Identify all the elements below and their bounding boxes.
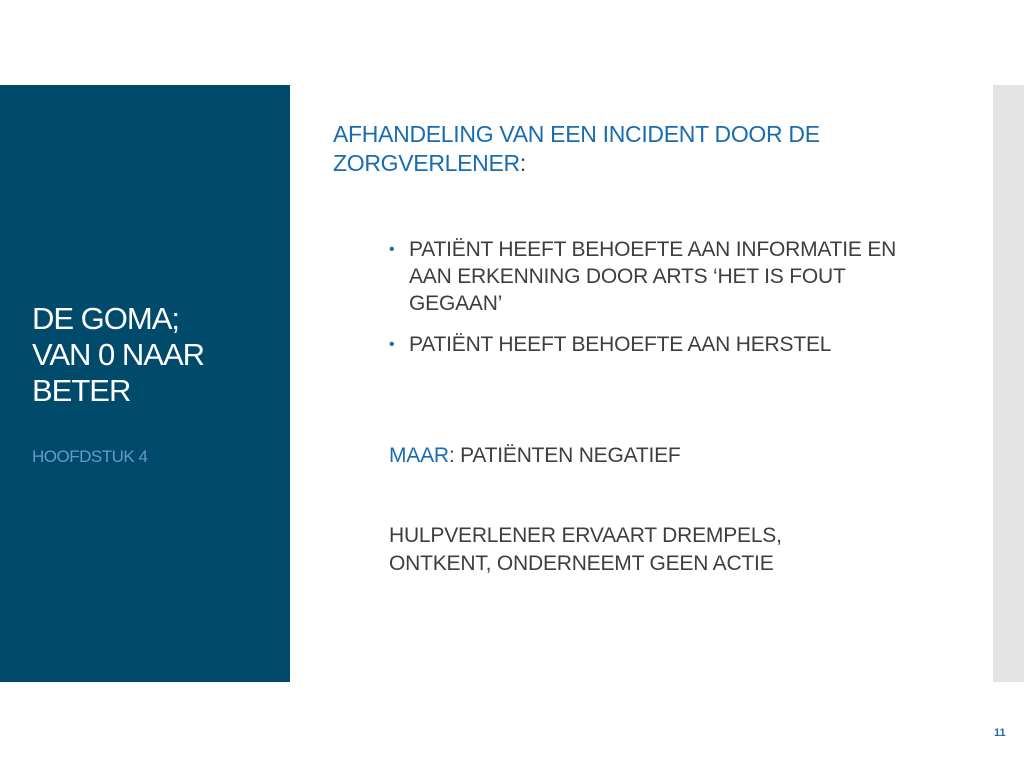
bullet-item	[389, 331, 929, 358]
slide-heading-colon: :	[519, 150, 526, 176]
maar-text: : PATIËNTEN NEGATIEF	[448, 444, 681, 467]
right-decorative-strip	[993, 85, 1024, 682]
bullet-text: PATIËNT HEEFT BEHOEFTE AAN INFORMATIE EN AAN ERKENNING DOOR ARTS ‘HET IS FOUT GEGAAN’	[409, 238, 897, 315]
section-title: DE GOMA; VAN 0 NAAR BETER	[32, 301, 205, 408]
closing-line: HULPVERLENER ERVAART DREMPELS,	[389, 524, 782, 547]
maar-line	[389, 442, 681, 469]
maar-label: MAAR	[389, 444, 449, 467]
closing-line: ONTKENT, ONDERNEEMT GEEN ACTIE	[389, 552, 774, 575]
bullet-text: PATIËNT HEEFT BEHOEFTE AAN HERSTEL	[409, 333, 832, 356]
page-number: 11	[994, 727, 1006, 739]
bullet-item	[389, 236, 929, 317]
slide-heading	[333, 120, 933, 178]
section-subtitle: HOOFDSTUK 4	[32, 447, 148, 466]
closing-statement	[389, 522, 949, 578]
bullet-list	[389, 236, 929, 372]
bullet-icon: •	[389, 336, 395, 353]
bullet-icon: •	[389, 241, 395, 258]
slide-heading-text: AFHANDELING VAN EEN INCIDENT DOOR DE ZORGVERLENER	[333, 121, 820, 176]
